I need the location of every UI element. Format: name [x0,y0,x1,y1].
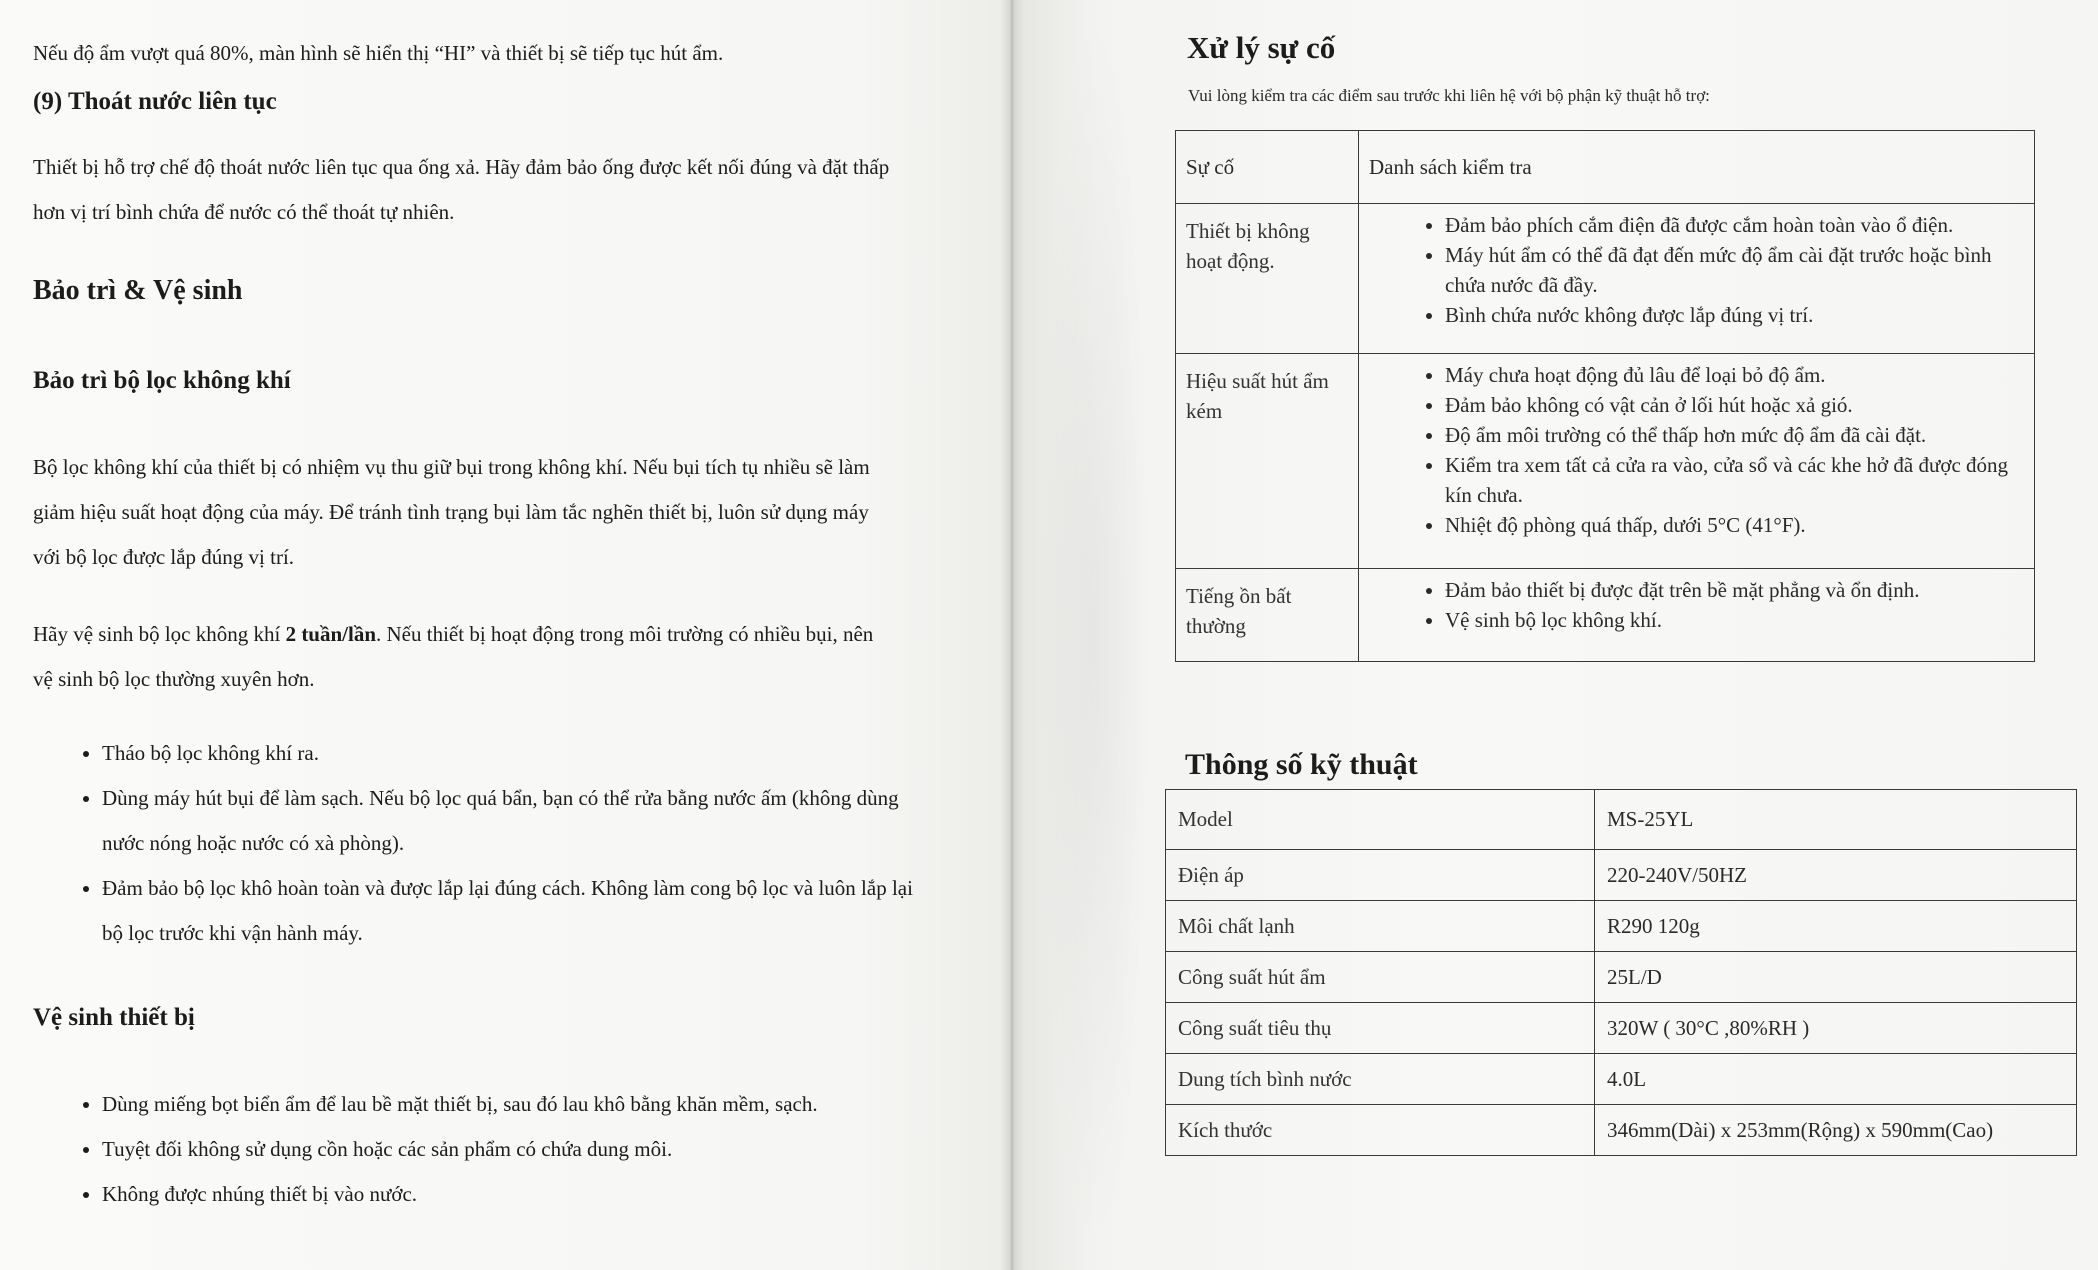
check-item: • Máy chưa hoạt động đủ lâu để loại bỏ độ ẩm. [1445,360,2024,390]
spec-key: Điện áp [1166,850,1595,901]
troubleshooting-subtitle: Vui lòng kiểm tra các điểm sau trước khi liên hệ với bộ phận kỹ thuật hỗ trợ: [1188,86,1710,105]
spec-table [1165,789,2077,1156]
table-row [1166,1003,2077,1054]
page-shadow [1040,0,1150,1270]
spec-value: 25L/D [1595,952,2077,1003]
spec-value: R290 120g [1595,901,2077,952]
checks-cell [1359,204,2035,354]
filter-paragraph: Bộ lọc không khí của thiết bị có nhiệm vụ thu giữ bụi trong không khí. Nếu bụi tích tụ nhiều sẽ làm giảm hiệu suất hoạt động của máy. Để tránh tình trạng bụi làm tắc nghẽn thiết bị, luôn sử dụng máy với bộ lọc được lắp đúng vị trí. [33,455,870,569]
heading-filter-maintenance: Bảo trì bộ lọc không khí [33,367,291,394]
list-item: • Dùng máy hút bụi để làm sạch. Nếu bộ lọc quá bẩn, bạn có thể rửa bằng nước ấm (không dùng nước nóng hoặc nước có xà phòng). [102,776,932,866]
cleaning-frequency-post: . Nếu thiết bị hoạt động trong môi trường có nhiều bụi, nên vệ sinh bộ lọc thường xuyên hơn. [33,622,874,691]
cleaning-frequency-bold: 2 tuần/lần [285,622,377,646]
cleaning-frequency-paragraph [33,612,893,702]
table-row [1166,1105,2077,1156]
table-row [1166,850,2077,901]
drain-paragraph: Thiết bị hỗ trợ chế độ thoát nước liên tục qua ống xả. Hãy đảm bảo ống được kết nối đúng và đặt thấp hơn vị trí bình chứa để nước có thể thoát tự nhiên. [33,155,890,224]
issue-cell: Thiết bị không hoạt động. [1176,204,1359,354]
spec-key: Công suất tiêu thụ [1166,1003,1595,1054]
heading-maintenance: Bảo trì & Vệ sinh [33,275,243,306]
heading-device-cleaning: Vệ sinh thiết bị [33,1004,195,1031]
spec-key: Model [1166,790,1595,850]
check-item: • Nhiệt độ phòng quá thấp, dưới 5°C (41°F). [1445,510,2024,540]
header-checklist: Danh sách kiểm tra [1359,131,2035,204]
check-item: • Độ ẩm môi trường có thể thấp hơn mức độ ẩm đã cài đặt. [1445,420,2024,450]
table-row [1166,952,2077,1003]
checks-cell [1359,569,2035,662]
page-fold [1000,0,1024,1270]
list-item: • Đảm bảo bộ lọc khô hoàn toàn và được lắp lại đúng cách. Không làm cong bộ lọc và luôn lắp lại bộ lọc trước khi vận hành máy. [102,866,932,956]
list-item: • Không được nhúng thiết bị vào nước. [102,1172,932,1217]
spec-key: Môi chất lạnh [1166,901,1595,952]
spec-value: 346mm(Dài) x 253mm(Rộng) x 590mm(Cao) [1595,1105,2077,1156]
list-item: • Dùng miếng bọt biển ẩm để lau bề mặt thiết bị, sau đó lau khô bằng khăn mềm, sạch. [102,1082,932,1127]
table-row [1176,569,2035,662]
troubleshooting-table [1175,130,2035,662]
cleaning-frequency-pre: Hãy vệ sinh bộ lọc không khí [33,622,286,646]
table-row [1166,1054,2077,1105]
device-steps-list [60,1082,932,1217]
humidity-note: Nếu độ ẩm vượt quá 80%, màn hình sẽ hiển thị “HI” và thiết bị sẽ tiếp tục hút ẩm. [33,41,724,65]
list-item: • Tháo bộ lọc không khí ra. [102,731,932,776]
table-header-row [1176,131,2035,204]
table-row [1166,901,2077,952]
troubleshooting-title: Xử lý sự cố [1187,30,1336,65]
heading-continuous-drain: (9) Thoát nước liên tục [33,88,277,115]
checks-cell [1359,354,2035,569]
check-item: • Đảm bảo không có vật cản ở lối hút hoặc xả gió. [1445,390,2024,420]
spec-value: 4.0L [1595,1054,2077,1105]
check-item: • Vệ sinh bộ lọc không khí. [1445,605,2024,635]
issue-cell: Tiếng ồn bất thường [1176,569,1359,662]
spec-key: Kích thước [1166,1105,1595,1156]
spec-key: Công suất hút ẩm [1166,952,1595,1003]
filter-steps-list [60,731,932,956]
header-issue: Sự cố [1176,131,1359,204]
spec-title: Thông số kỹ thuật [1185,748,1418,781]
list-item: • Tuyệt đối không sử dụng cồn hoặc các sản phẩm có chứa dung môi. [102,1127,932,1172]
check-item: • Máy hút ẩm có thể đã đạt đến mức độ ẩm cài đặt trước hoặc bình chứa nước đã đầy. [1445,240,2024,300]
issue-cell: Hiệu suất hút ẩm kém [1176,354,1359,569]
check-item: • Đảm bảo thiết bị được đặt trên bề mặt phẳng và ổn định. [1445,575,2024,605]
check-item: • Đảm bảo phích cắm điện đã được cắm hoàn toàn vào ổ điện. [1445,210,2024,240]
check-item: • Bình chứa nước không được lắp đúng vị trí. [1445,300,2024,330]
table-row [1176,204,2035,354]
spec-value: MS-25YL [1595,790,2077,850]
check-item: • Kiểm tra xem tất cả cửa ra vào, cửa sổ và các khe hở đã được đóng kín chưa. [1445,450,2024,510]
spec-key: Dung tích bình nước [1166,1054,1595,1105]
table-row [1166,790,2077,850]
table-row [1176,354,2035,569]
spec-value: 220-240V/50HZ [1595,850,2077,901]
spec-value: 320W ( 30°C ,80%RH ) [1595,1003,2077,1054]
